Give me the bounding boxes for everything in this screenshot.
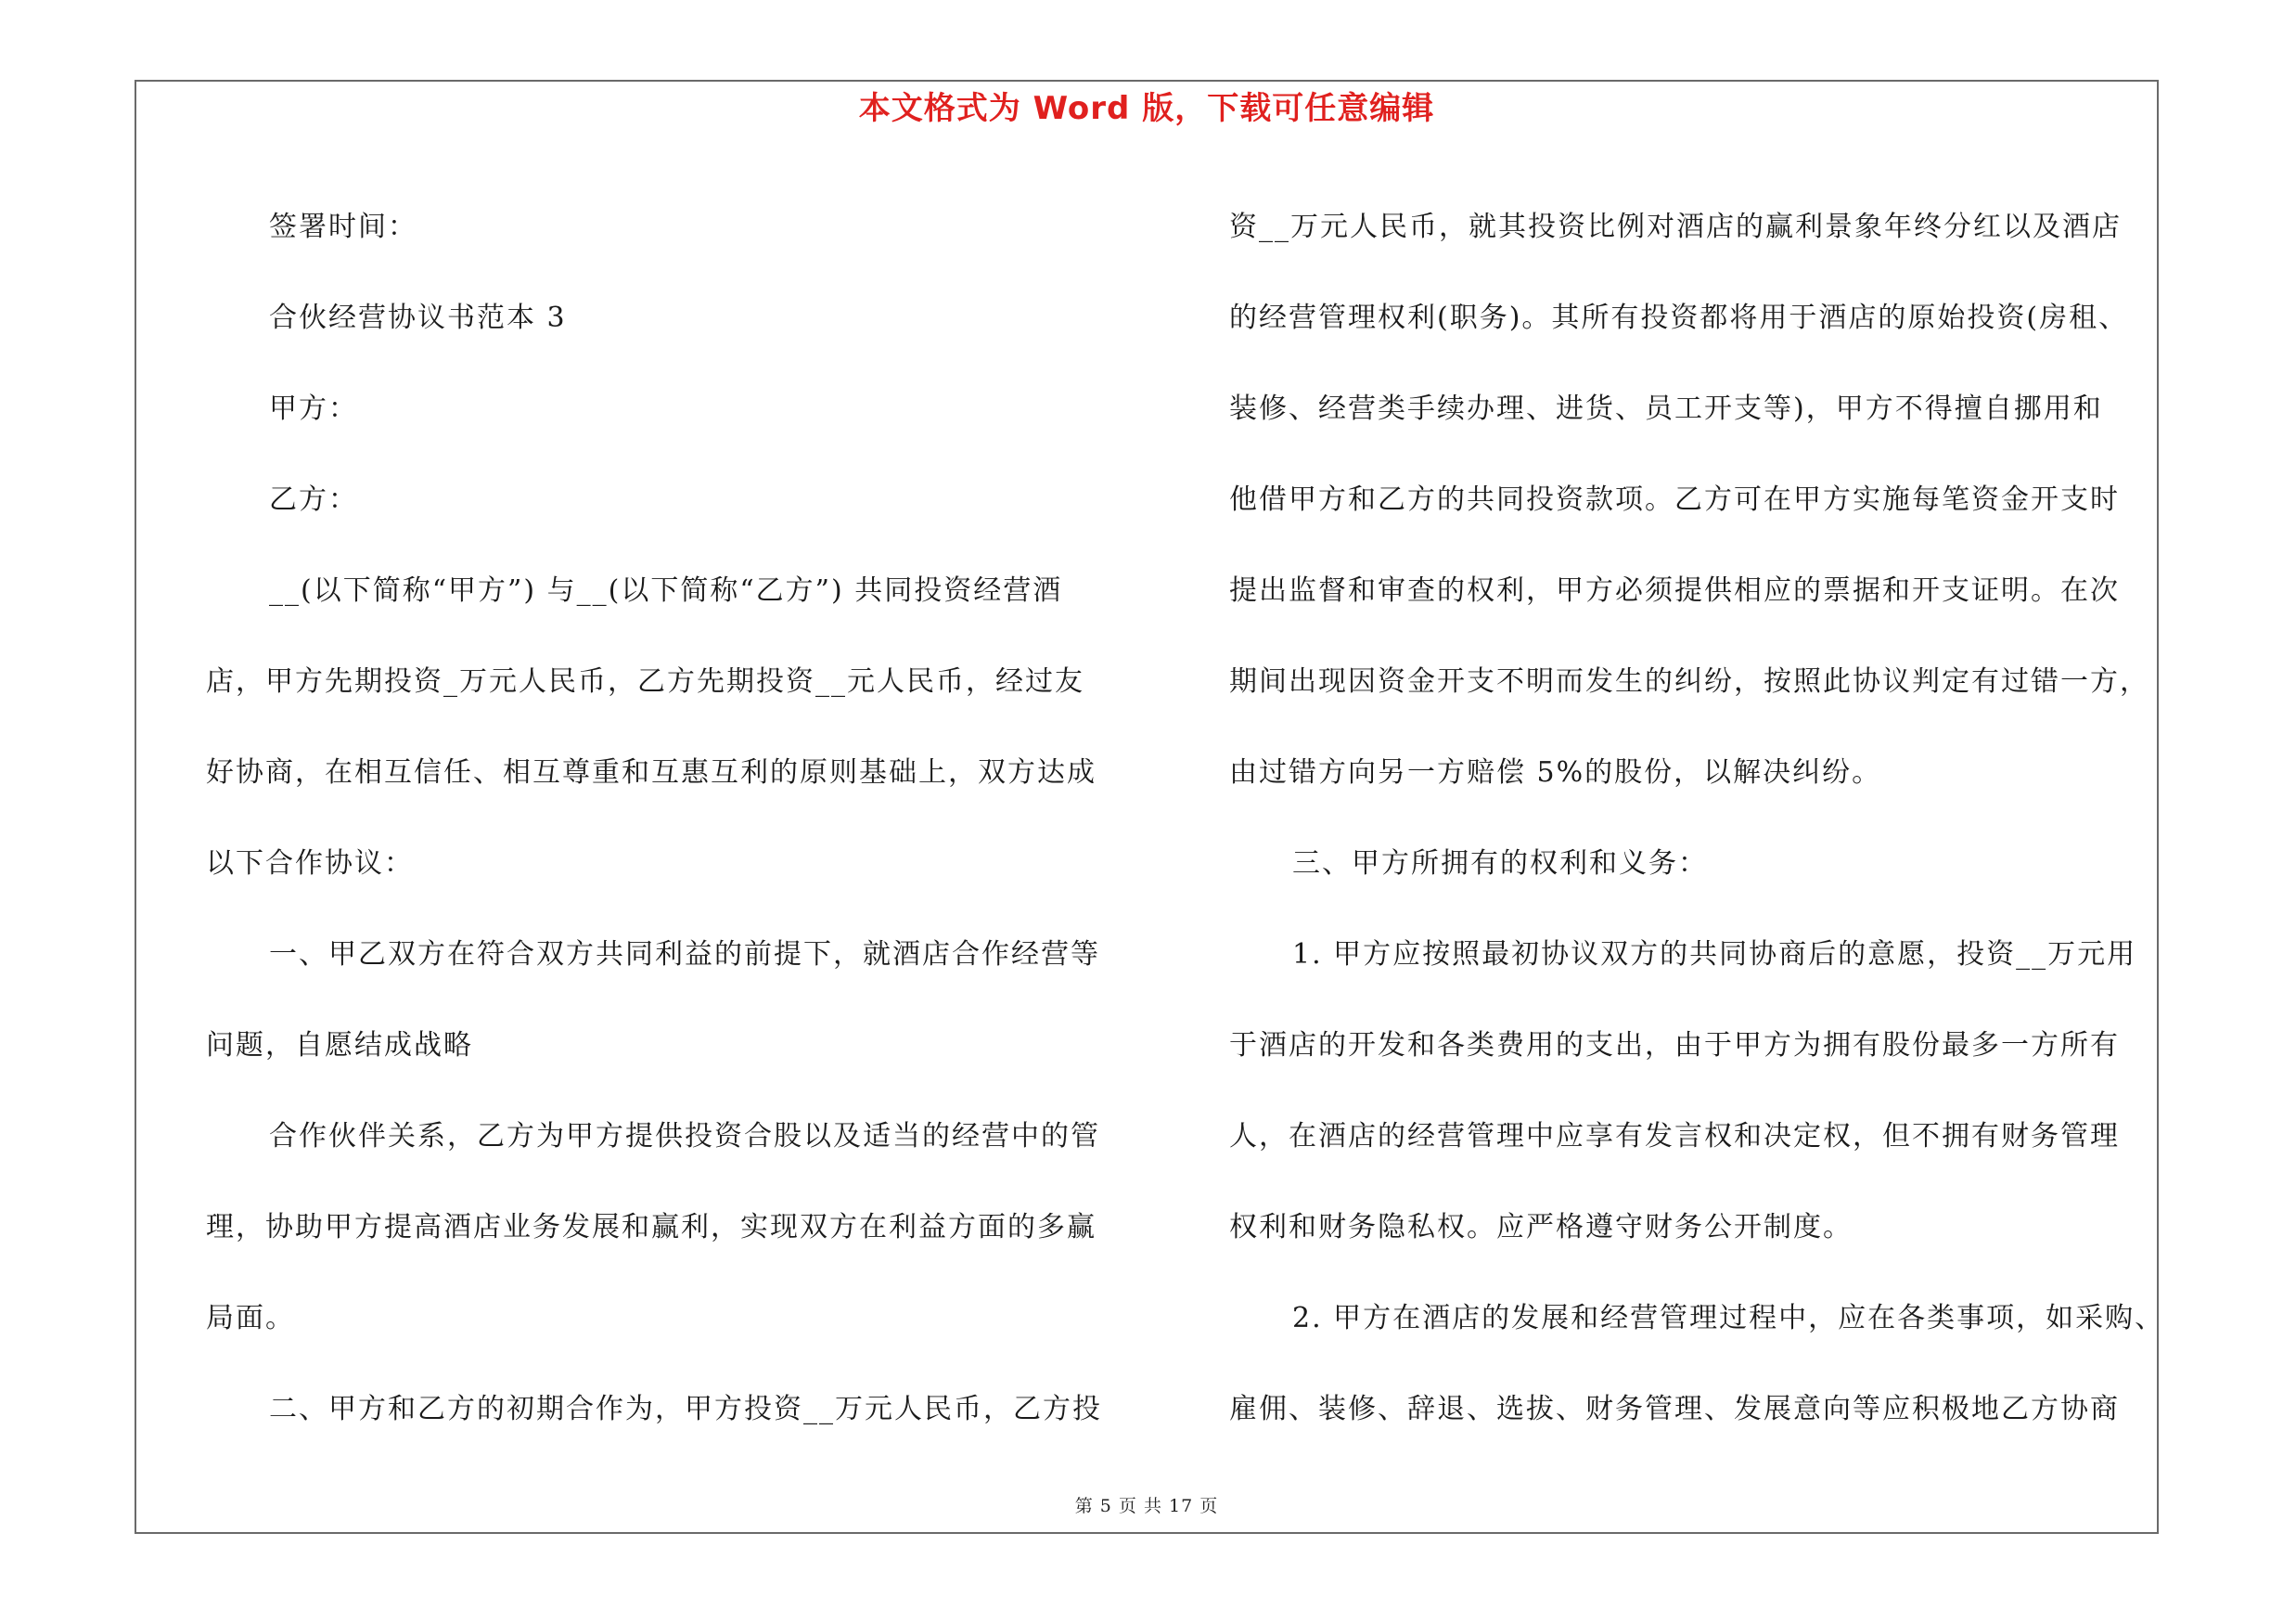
body-line: 于酒店的开发和各类费用的支出，由于甲方为拥有股份最多一方所有: [1229, 1029, 2120, 1062]
clause-1: 1. 甲方应按照最初协议双方的共同协商后的意愿，投资__万元用: [1292, 938, 2137, 971]
body-line: 局面。: [206, 1302, 295, 1334]
body-line: 由过错方向另一方赔偿 5%的股份，以解决纠纷。: [1229, 756, 1882, 789]
body-line: 他借甲方和乙方的共同投资款项。乙方可在甲方实施每笔资金开支时: [1229, 483, 2120, 516]
body-line: 问题，自愿结成战略: [206, 1029, 473, 1062]
party-b-label: 乙方：: [269, 483, 358, 516]
body-line: __(以下简称“甲方”) 与__(以下简称“乙方”) 共同投资经营酒: [269, 574, 1063, 607]
clause-2: 2. 甲方在酒店的发展和经营管理过程中，应在各类事项，如采购、: [1292, 1302, 2165, 1334]
body-line: 权利和财务隐私权。应严格遵守财务公开制度。: [1229, 1211, 1853, 1243]
section-heading-3: 三、甲方所拥有的权利和义务：: [1292, 847, 1708, 880]
editable-notice-banner: 本文格式为 Word 版，下载可任意编辑: [858, 90, 1435, 127]
right-column: [1229, 182, 2165, 1455]
body-line: 人，在酒店的经营管理中应享有发言权和决定权，但不拥有财务管理: [1229, 1120, 2120, 1153]
body-line: 雇佣、装修、辞退、选拔、财务管理、发展意向等应积极地乙方协商: [1229, 1393, 2120, 1425]
body-line: 期间出现因资金开支不明而发生的纠纷，按照此协议判定有过错一方，: [1229, 665, 2149, 698]
signing-time-label: 签署时间：: [269, 211, 417, 243]
body-line: 合作伙伴关系，乙方为甲方提供投资合股以及适当的经营中的管: [269, 1120, 1100, 1153]
body-line: 以下合作协议：: [206, 847, 414, 880]
body-line: 资__万元人民币，就其投资比例对酒店的赢利景象年终分红以及酒店: [1229, 211, 2122, 243]
section-heading-2: 二、甲方和乙方的初期合作为，甲方投资__万元人民币，乙方投: [269, 1393, 1102, 1425]
body-line: 理，协助甲方提高酒店业务发展和赢利，实现双方在利益方面的多赢: [206, 1211, 1097, 1243]
page-number-footer: 第 5 页 共 17 页: [1074, 1496, 1219, 1516]
body-line: 好协商，在相互信任、相互尊重和互惠互利的原则基础上，双方达成: [206, 756, 1097, 789]
left-column: [206, 182, 1124, 1455]
body-line: 提出监督和审查的权利，甲方必须提供相应的票据和开支证明。在次: [1229, 574, 2120, 607]
body-line: 的经营管理权利(职务)。其所有投资都将用于酒店的原始投资(房租、: [1229, 302, 2129, 334]
body-line: 装修、经营类手续办理、进货、员工开支等)，甲方不得擅自挪用和: [1229, 393, 2103, 425]
document-title: 合伙经营协议书范本 3: [269, 302, 567, 334]
section-heading-1: 一、甲乙双方在符合双方共同利益的前提下，就酒店合作经营等: [269, 938, 1100, 971]
party-a-label: 甲方：: [269, 393, 358, 425]
body-line: 店，甲方先期投资_万元人民币，乙方先期投资__元人民币，经过友: [206, 665, 1084, 698]
